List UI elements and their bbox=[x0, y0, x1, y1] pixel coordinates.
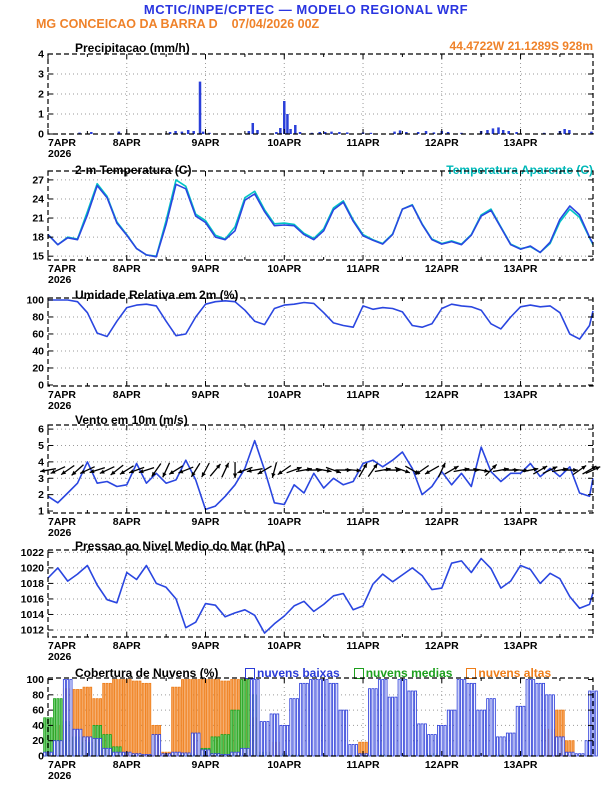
legend-label-baixas: nuvens baixas bbox=[257, 666, 340, 680]
svg-text:0: 0 bbox=[38, 750, 44, 763]
svg-text:8APR: 8APR bbox=[112, 137, 141, 149]
svg-text:0: 0 bbox=[38, 379, 44, 392]
svg-text:10APR: 10APR bbox=[267, 759, 302, 771]
svg-text:9APR: 9APR bbox=[191, 759, 220, 771]
svg-text:7APR: 7APR bbox=[48, 137, 77, 149]
svg-text:60: 60 bbox=[32, 704, 44, 717]
svg-text:2026: 2026 bbox=[48, 400, 72, 412]
svg-text:4: 4 bbox=[38, 456, 44, 469]
svg-text:8APR: 8APR bbox=[112, 759, 141, 771]
svg-text:24: 24 bbox=[32, 193, 44, 206]
svg-text:9APR: 9APR bbox=[191, 516, 220, 528]
panel-title-clouds: Cobertura de Nuvens (%) bbox=[75, 666, 219, 680]
svg-text:1014: 1014 bbox=[20, 608, 44, 621]
svg-text:0: 0 bbox=[38, 128, 44, 141]
coordinates-label: 44.4722W 21.1289S 928m bbox=[449, 39, 593, 53]
svg-text:12APR: 12APR bbox=[424, 263, 459, 275]
panel-title-temperature: 2-m Temperatura (C) bbox=[75, 163, 192, 177]
svg-text:1012: 1012 bbox=[20, 624, 44, 637]
svg-text:100: 100 bbox=[26, 294, 44, 307]
svg-text:11APR: 11APR bbox=[346, 263, 380, 275]
svg-text:11APR: 11APR bbox=[346, 640, 380, 652]
svg-text:100: 100 bbox=[26, 674, 44, 687]
svg-text:8APR: 8APR bbox=[112, 263, 141, 275]
svg-text:6: 6 bbox=[38, 423, 44, 436]
svg-text:10APR: 10APR bbox=[267, 389, 302, 401]
svg-text:7APR: 7APR bbox=[48, 516, 77, 528]
svg-text:10APR: 10APR bbox=[267, 263, 302, 275]
panel-title-pressure: Pressao ao Nivel Medio do Mar (hPa) bbox=[75, 539, 286, 553]
svg-text:3: 3 bbox=[38, 472, 44, 485]
svg-text:8APR: 8APR bbox=[112, 640, 141, 652]
report-title: MCTIC/INPE/CPTEC — MODELO REGIONAL WRF bbox=[143, 2, 469, 17]
svg-text:21: 21 bbox=[32, 212, 44, 225]
svg-text:12APR: 12APR bbox=[424, 516, 459, 528]
svg-text:12APR: 12APR bbox=[424, 137, 459, 149]
svg-text:9APR: 9APR bbox=[191, 137, 220, 149]
svg-text:3: 3 bbox=[38, 68, 44, 81]
svg-text:2026: 2026 bbox=[48, 651, 72, 663]
svg-text:2: 2 bbox=[38, 489, 44, 502]
svg-text:18: 18 bbox=[32, 231, 44, 244]
svg-text:10APR: 10APR bbox=[267, 137, 302, 149]
svg-text:13APR: 13APR bbox=[503, 263, 538, 275]
svg-text:12APR: 12APR bbox=[424, 389, 459, 401]
svg-text:2026: 2026 bbox=[48, 770, 72, 782]
svg-text:8APR: 8APR bbox=[112, 389, 141, 401]
svg-text:4: 4 bbox=[38, 48, 44, 61]
svg-text:27: 27 bbox=[32, 174, 44, 187]
svg-text:12APR: 12APR bbox=[424, 640, 459, 652]
panel-title-precipitation: Precipitacao (mm/h) bbox=[75, 41, 190, 55]
svg-text:10APR: 10APR bbox=[267, 640, 302, 652]
svg-text:60: 60 bbox=[32, 328, 44, 341]
svg-text:2: 2 bbox=[38, 88, 44, 101]
panel-title-humidity: Umidade Relativa em 2m (%) bbox=[75, 288, 239, 302]
panel-title-wind: Vento em 10m (m/s) bbox=[75, 413, 188, 427]
svg-text:11APR: 11APR bbox=[346, 516, 380, 528]
svg-text:10APR: 10APR bbox=[267, 516, 302, 528]
svg-text:40: 40 bbox=[32, 719, 44, 732]
svg-text:2026: 2026 bbox=[48, 527, 72, 539]
svg-text:11APR: 11APR bbox=[346, 759, 380, 771]
svg-text:2026: 2026 bbox=[48, 274, 72, 286]
svg-text:1022: 1022 bbox=[20, 546, 44, 559]
svg-text:1020: 1020 bbox=[20, 562, 44, 575]
svg-text:9APR: 9APR bbox=[191, 263, 220, 275]
station-date-line: MG CONCEICAO DA BARRA D 07/04/2026 00Z bbox=[36, 17, 320, 31]
svg-text:7APR: 7APR bbox=[48, 389, 77, 401]
svg-text:11APR: 11APR bbox=[346, 137, 380, 149]
panel-title-apparent-temperature: Temperatura Aparente (C) bbox=[446, 163, 593, 177]
svg-text:7APR: 7APR bbox=[48, 759, 77, 771]
svg-text:7APR: 7APR bbox=[48, 640, 77, 652]
svg-text:2026: 2026 bbox=[48, 148, 72, 160]
svg-text:80: 80 bbox=[32, 311, 44, 324]
svg-text:13APR: 13APR bbox=[503, 516, 538, 528]
legend-label-altas: nuvens altas bbox=[478, 666, 552, 680]
svg-text:13APR: 13APR bbox=[503, 137, 538, 149]
svg-text:20: 20 bbox=[32, 735, 44, 748]
legend-label-medias: nuvens medias bbox=[365, 666, 453, 680]
svg-text:12APR: 12APR bbox=[424, 759, 459, 771]
svg-text:40: 40 bbox=[32, 345, 44, 358]
svg-text:5: 5 bbox=[38, 439, 44, 452]
svg-text:13APR: 13APR bbox=[503, 389, 538, 401]
svg-text:80: 80 bbox=[32, 689, 44, 702]
svg-text:13APR: 13APR bbox=[503, 640, 538, 652]
svg-text:8APR: 8APR bbox=[112, 516, 141, 528]
svg-text:9APR: 9APR bbox=[191, 640, 220, 652]
svg-text:1: 1 bbox=[38, 108, 44, 121]
svg-text:1016: 1016 bbox=[20, 593, 44, 606]
svg-text:20: 20 bbox=[32, 362, 44, 375]
svg-text:1: 1 bbox=[38, 505, 44, 518]
svg-text:1018: 1018 bbox=[20, 577, 44, 590]
svg-text:15: 15 bbox=[32, 250, 44, 263]
svg-text:9APR: 9APR bbox=[191, 389, 220, 401]
svg-text:7APR: 7APR bbox=[48, 263, 77, 275]
svg-text:13APR: 13APR bbox=[503, 759, 538, 771]
svg-text:11APR: 11APR bbox=[346, 389, 380, 401]
